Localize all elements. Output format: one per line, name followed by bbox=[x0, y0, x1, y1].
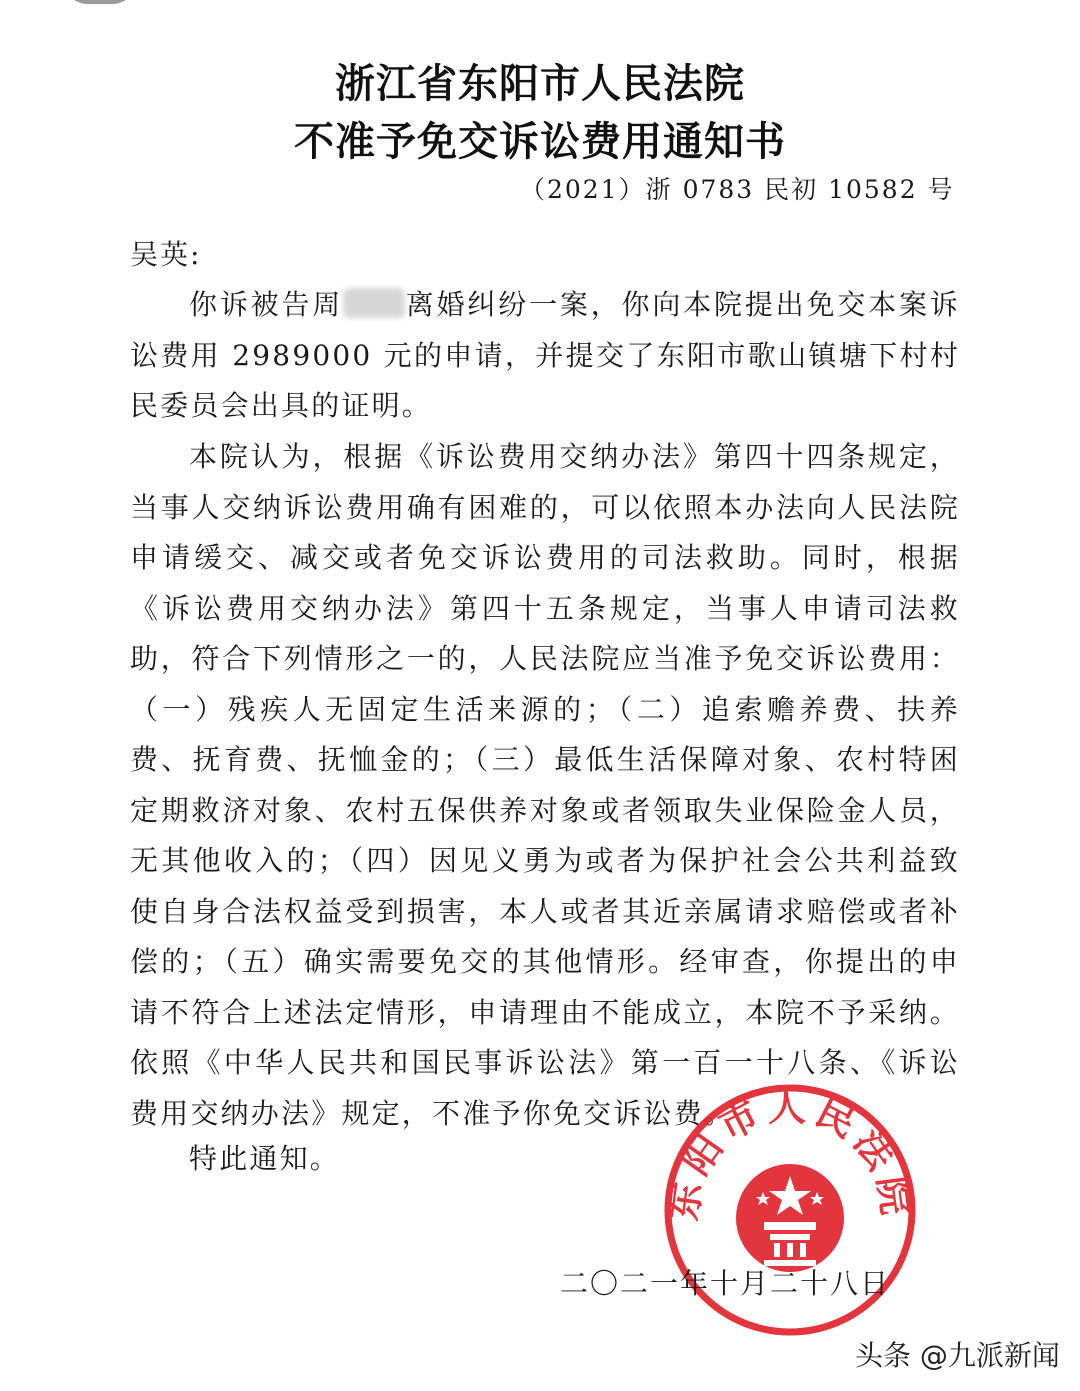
paragraph-application-start: 你诉被告周 bbox=[189, 288, 344, 321]
addressee: 吴英: bbox=[130, 238, 202, 271]
paragraph-reasoning: 本院认为，根据《诉讼费用交纳办法》第四十四条规定，当事人交纳诉讼费用确有困难的，可以依照本办法向人民法院申请缓交、减交或者免交诉讼费用的司法救助。同时，根据《诉讼费用交纳办法》第四十五条规定，当事人申请司法救助，符合下列情形之一的，人民法院应当准予免交诉讼费用：（一）残疾人无固定生活来源的；（二）追索赡养费、扶养费、抚育费、抚恤金的；（三）最低生活保障对象、农村特困定期救济对象、农村五保供养对象或者领取失业保险金人员，无其他收入的；（四）因见义勇为或者为保护社会公共利益致使自身合法权益受到损害，本人或者其近亲属请求赔偿或者补偿的；（五）确实需要免交的其他情形。经审查，你提出的申请不符合上述法定情形，申请理由不能成立，本院不予采纳。依照《中华人民共和国民事诉讼法》第一百一十八条、《诉讼费用交纳办法》规定，不准予你免交诉讼费。 bbox=[130, 440, 960, 1130]
redacted-name-blur bbox=[343, 288, 405, 318]
notice-title: 不准予免交诉讼费用通知书 bbox=[294, 118, 786, 165]
paragraph-application bbox=[130, 280, 960, 432]
closing-line: 特此通知。 bbox=[189, 1142, 341, 1175]
notice-date: 二〇二一年十月二十八日 bbox=[560, 1267, 891, 1300]
court-name-title: 浙江省东阳市人民法院 bbox=[335, 60, 745, 107]
case-number: （2021）浙 0783 民初 10582 号 bbox=[520, 175, 955, 204]
national-emblem-icon bbox=[736, 1164, 844, 1272]
source-watermark: 头条 @九派新闻 bbox=[855, 1339, 1060, 1372]
corner-shape bbox=[62, 0, 138, 4]
paragraph-application-end: 离婚纠纷一案，你向本院提出免交本案诉讼费用 2989000 元的申请，并提交了东阳市歌山镇塘下村村民委员会出具的证明。 bbox=[130, 288, 960, 422]
seal-text: 东阳市人民法院 bbox=[660, 1084, 920, 1224]
